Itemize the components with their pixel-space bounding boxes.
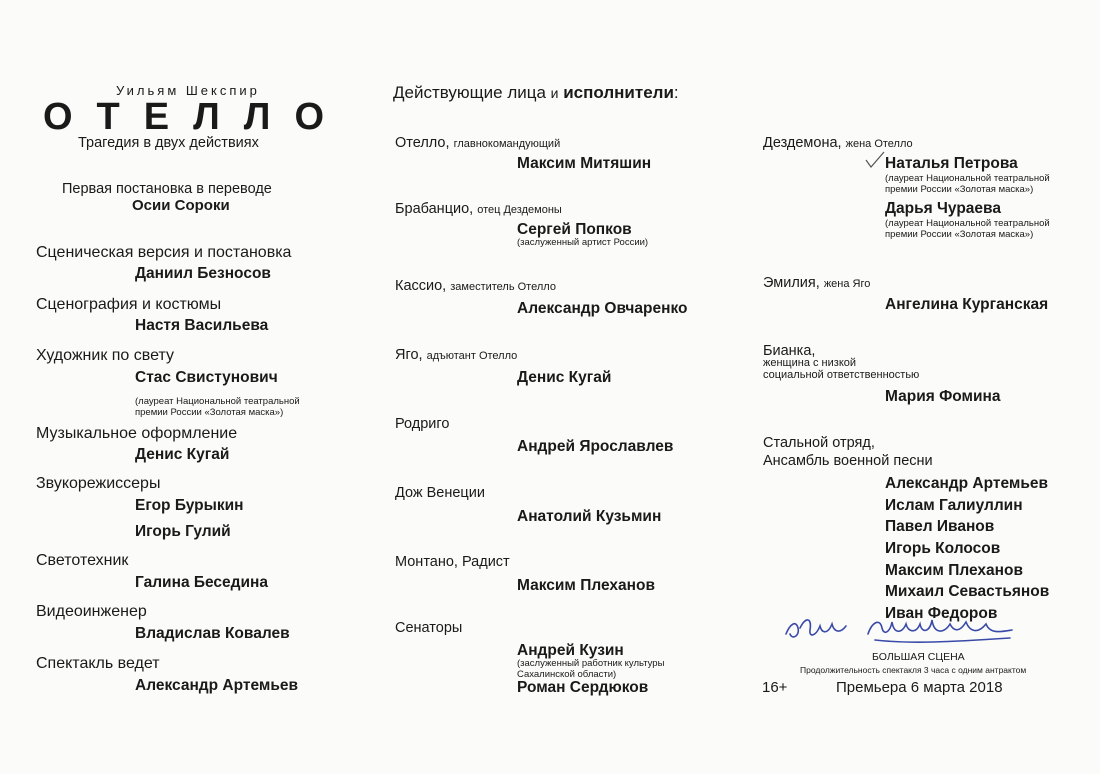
cast-actor: Наталья Петрова: [885, 155, 1018, 172]
cast-role-name: Отелло,: [395, 135, 450, 151]
cast-note: (лауреат Национальной театральной: [885, 218, 1050, 229]
cast-actor: Игорь Колосов: [885, 540, 1001, 557]
duration: Продолжительность спектакля 3 часа с одним антрактом: [800, 665, 1027, 675]
cast-role: Монтано, Радист: [395, 554, 510, 570]
stage-name: БОЛЬШАЯ СЦЕНА: [872, 651, 965, 663]
cast-role-name: Эмилия,: [763, 275, 820, 291]
play-subtitle: Трагедия в двух действиях: [78, 135, 259, 151]
cast-role-desc: социальной ответственностью: [763, 369, 920, 381]
cast-note: (заслуженный артист России): [517, 237, 649, 248]
cast-note: (лауреат Национальной театральной: [885, 173, 1050, 184]
cast-actor: Максим Плеханов: [885, 562, 1023, 579]
cast-role-desc: заместитель Отелло: [450, 281, 556, 293]
cast-actor: Александр Овчаренко: [517, 300, 688, 317]
cast-role-desc: жена Отелло: [845, 138, 913, 150]
play-title: ОТЕЛЛО: [43, 96, 348, 138]
cast-actor: Денис Кугай: [517, 369, 612, 386]
cast-role: Сенаторы: [395, 620, 463, 636]
crew-name: Игорь Гулий: [135, 523, 231, 540]
cast-actor: Александр Артемьев: [885, 475, 1049, 492]
cast-role-name: Брабанцио,: [395, 201, 474, 217]
author: Уильям Шекспир: [116, 83, 260, 98]
cast-role-desc: отец Дездемоны: [477, 204, 562, 216]
crew-name: Настя Васильева: [135, 317, 269, 334]
cast-heading-colon: :: [673, 83, 679, 102]
cast-note: премии России «Золотая маска»): [885, 184, 1034, 195]
cast-role: [763, 135, 913, 151]
cast-actor: Анатолий Кузьмин: [517, 508, 662, 525]
cast-role-desc: главнокомандующий: [453, 138, 561, 150]
cast-note: Сахалинской области): [517, 669, 617, 680]
crew-name: Владислав Ковалев: [135, 625, 290, 642]
cast-actor: Ангелина Курганская: [885, 296, 1049, 313]
crew-name: Александр Артемьев: [135, 677, 299, 694]
cast-note: премии России «Золотая маска»): [885, 229, 1034, 240]
cast-role: Ансамбль военной песни: [763, 453, 933, 469]
cast-role: [395, 347, 517, 363]
cast-heading-part1: Действующие лица: [393, 83, 546, 102]
cast-role-desc: адъютант Отелло: [426, 350, 518, 362]
cast-actor: Максим Митяшин: [517, 155, 652, 172]
crew-note: (лауреат Национальной театральной: [135, 396, 300, 407]
crew-role: Звукорежиссеры: [36, 475, 161, 492]
cast-actor: Максим Плеханов: [517, 577, 655, 594]
age-rating-badge: 16+: [762, 679, 788, 696]
crew-note: премии России «Золотая маска»): [135, 407, 284, 418]
translator-name: Осии Сороки: [132, 197, 230, 214]
cast-heading: [393, 83, 679, 103]
cast-role: [395, 135, 560, 151]
cast-role: Бианка,: [763, 343, 816, 359]
cast-actor: Дарья Чураева: [885, 200, 1001, 217]
cast-actor: Андрей Кузин: [517, 642, 624, 659]
crew-name: Денис Кугай: [135, 446, 230, 463]
cast-role-desc: женщина с низкой: [763, 357, 857, 369]
cast-role: Стальной отряд,: [763, 435, 875, 451]
cast-actor: Мария Фомина: [885, 388, 1001, 405]
crew-role: Художник по свету: [36, 347, 174, 364]
cast-actor: Павел Иванов: [885, 518, 995, 535]
cast-role: Дож Венеции: [395, 485, 485, 501]
cast-actor: Ислам Галиуллин: [885, 497, 1023, 514]
cast-actor: Иван Федоров: [885, 605, 998, 622]
crew-name: Даниил Безносов: [135, 265, 271, 282]
signature-icon: [780, 604, 1025, 652]
cast-actor: Роман Сердюков: [517, 679, 649, 696]
cast-role-name: Кассио,: [395, 278, 447, 294]
cast-actor: Сергей Попков: [517, 221, 632, 238]
cast-role-name: Дездемона,: [763, 135, 842, 151]
cast-role: [763, 275, 870, 291]
translation-line: Первая постановка в переводе: [62, 181, 272, 197]
checkmark-icon: [864, 150, 886, 170]
crew-role: Светотехник: [36, 552, 129, 569]
crew-role: Спектакль ведет: [36, 655, 160, 672]
cast-role: [395, 201, 562, 217]
crew-role: Музыкальное оформление: [36, 425, 238, 442]
cast-actor: Михаил Севастьянов: [885, 583, 1050, 600]
cast-heading-conj: и: [550, 85, 559, 101]
crew-role: Сценография и костюмы: [36, 296, 222, 313]
crew-role: Сценическая версия и постановка: [36, 244, 292, 261]
premiere-date: Премьера 6 марта 2018: [836, 679, 1003, 696]
cast-role: Родриго: [395, 416, 450, 432]
cast-role: [395, 278, 556, 294]
cast-role-name: Яго,: [395, 347, 423, 363]
crew-name: Егор Бурыкин: [135, 497, 244, 514]
crew-name: Галина Беседина: [135, 574, 269, 591]
cast-actor: Андрей Ярославлев: [517, 438, 674, 455]
cast-note: (заслуженный работник культуры: [517, 658, 665, 669]
crew-role: Видеоинженер: [36, 603, 147, 620]
crew-name: Стас Свистунович: [135, 369, 278, 386]
cast-role-desc: жена Яго: [823, 278, 871, 290]
cast-heading-part2: исполнители: [563, 83, 674, 102]
